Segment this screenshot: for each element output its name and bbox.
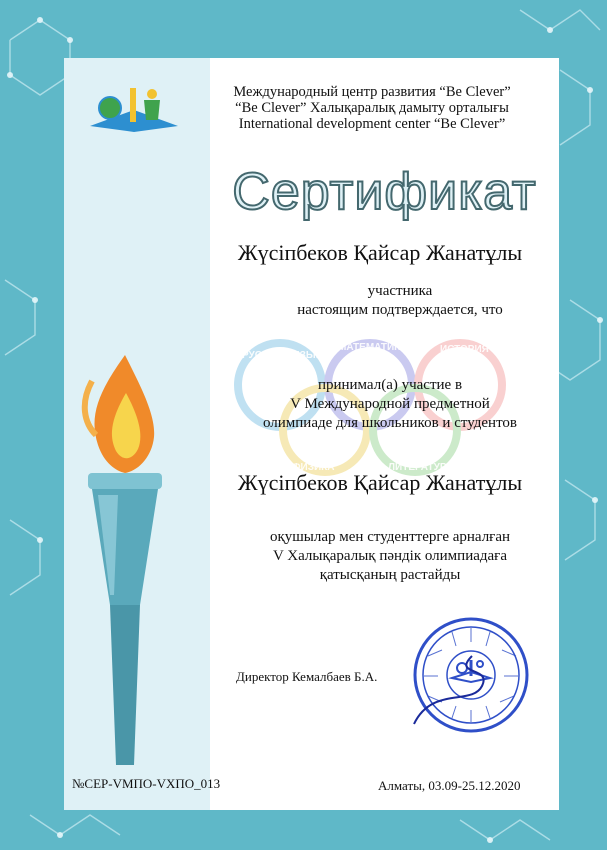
ring-label: ЛИТЕРАТУРА — [388, 462, 453, 473]
ru-line-3: принимал(а) участие в — [317, 377, 463, 393]
ru-participation-text — [230, 376, 550, 433]
ring-label: ИСТОРИЯ — [440, 344, 489, 355]
header-line-ru: Международный центр развития “Be Clever” — [233, 84, 511, 100]
ru-line-1: участника — [367, 283, 433, 299]
kz-line-3: қатысқаның растайды — [319, 567, 461, 583]
ru-line-4: V Международной предметной — [290, 396, 490, 412]
kz-text — [215, 528, 565, 585]
organization-header — [192, 84, 552, 132]
be-clever-logo — [86, 80, 182, 136]
participant-name-kz: Жүсіпбеков Қайсар Жанатұлы — [237, 470, 523, 495]
header-line-kz: “Be Clever” Халықаралық дамыту орталығы — [235, 100, 509, 116]
participant-name: Жүсіпбеков Қайсар Жанатұлы — [237, 240, 523, 265]
organization-stamp — [412, 616, 530, 734]
date-place: Алматы, 03.09-25.12.2020 — [378, 778, 521, 793]
ru-line-5: олимпиаде для школьников и студентов — [262, 415, 518, 431]
certificate-number: №CEP-VМПО-VХПО_013 — [72, 776, 221, 791]
torch-illustration — [70, 345, 180, 775]
ring-label: МАТЕМАТИКА — [338, 342, 408, 353]
header-line-en: International development center “Be Clever” — [238, 116, 506, 132]
ru-line-2: настоящим подтверждается, что — [297, 302, 503, 318]
ring-label: ФИЗИКА — [292, 462, 335, 473]
kz-line-2: V Халықаралық пәндік олимпиадаға — [272, 548, 507, 564]
certificate-title: Сертификат — [232, 163, 537, 221]
ring-label: РУССКИЙ ЯЗЫК — [242, 350, 322, 361]
director-signature-line: Директор Кемалбаев Б.А. — [236, 669, 378, 684]
ru-intro-text — [230, 282, 570, 320]
kz-line-1: оқушылар мен студенттерге арналған — [269, 529, 511, 545]
